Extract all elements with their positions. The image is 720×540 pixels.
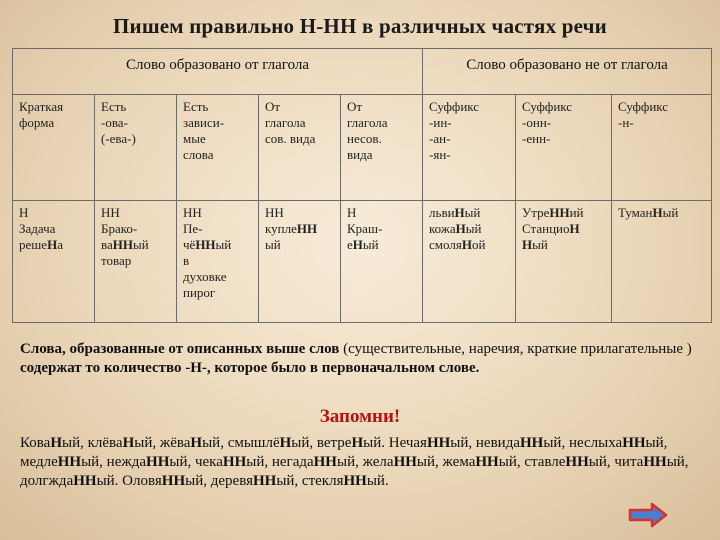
cell-line: зависи- bbox=[183, 115, 225, 130]
cell-line: слова bbox=[183, 147, 214, 162]
cell-line: -н- bbox=[618, 115, 634, 130]
exception-words: КоваНый, клёваНый, жёваНый, смышлёНый, ветреНый. НечаяННый, невидаННый, неслыхаННый, медлеННый, неждаННый, чекаННый, негадаННый, желаННый, жемаННый, ставлеННый, читаННый, долгждаННый. ОловяННый, деревяННый, стекляННый. bbox=[20, 435, 689, 489]
rule-note bbox=[20, 340, 700, 378]
cell-line: ваННый bbox=[101, 237, 149, 252]
table-cell bbox=[259, 95, 341, 201]
table-cell bbox=[423, 201, 516, 323]
header-not-verb: Слово образовано не от глагола bbox=[423, 49, 712, 95]
table-row-conditions bbox=[13, 95, 712, 201]
cell-line: -ян- bbox=[429, 147, 451, 162]
cell-line: еНый bbox=[347, 237, 379, 252]
table-cell bbox=[259, 201, 341, 323]
cell-line: в bbox=[183, 253, 190, 268]
cell-line: вида bbox=[347, 147, 373, 162]
cell-line: ый bbox=[265, 237, 281, 252]
cell-line: Суффикс bbox=[429, 99, 480, 114]
cell-line: Есть bbox=[183, 99, 209, 114]
cell-line: Н bbox=[347, 205, 357, 220]
cell-line: НН bbox=[183, 205, 202, 220]
cell-line: товар bbox=[101, 253, 132, 268]
cell-line: Краткая bbox=[19, 99, 64, 114]
cell-line: Н bbox=[19, 205, 29, 220]
cell-line: От bbox=[265, 99, 281, 114]
table-cell bbox=[516, 201, 612, 323]
cell-line: кожаНый bbox=[429, 221, 482, 236]
rule-note-intro: Слова, образованные от описанных выше слов bbox=[20, 341, 340, 357]
cell-line: смоляНой bbox=[429, 237, 486, 252]
table-cell bbox=[177, 95, 259, 201]
cell-line: Ный bbox=[522, 237, 548, 252]
table-cell bbox=[341, 95, 423, 201]
cell-line: -енн- bbox=[522, 131, 551, 146]
cell-line: ТуманНый bbox=[618, 205, 679, 220]
table-cell bbox=[341, 201, 423, 323]
cell-line: -ан- bbox=[429, 131, 451, 146]
cell-line: От bbox=[347, 99, 363, 114]
cell-line: -ова- bbox=[101, 115, 128, 130]
cell-line: решеНа bbox=[19, 237, 63, 252]
cell-line: глагола bbox=[347, 115, 388, 130]
cell-line: Задача bbox=[19, 221, 56, 236]
table-cell bbox=[516, 95, 612, 201]
cell-line: форма bbox=[19, 115, 55, 130]
table-cell bbox=[13, 201, 95, 323]
rule-note-parenthesis: (существительные, наречия, краткие прилагательные ) bbox=[339, 341, 692, 357]
cell-line: Есть bbox=[101, 99, 127, 114]
table-cell bbox=[13, 95, 95, 201]
rules-table bbox=[12, 48, 712, 323]
page-title: Пишем правильно Н-НН в различных частях речи bbox=[113, 14, 607, 38]
cell-line: львиНый bbox=[429, 205, 481, 220]
arrow-right-icon[interactable] bbox=[628, 502, 668, 528]
table-cell bbox=[95, 201, 177, 323]
table-cell bbox=[177, 201, 259, 323]
cell-line: несов. bbox=[347, 131, 382, 146]
cell-line: чёННый bbox=[183, 237, 232, 252]
cell-line: -онн- bbox=[522, 115, 552, 130]
table-cell bbox=[612, 201, 712, 323]
cell-line: НН bbox=[265, 205, 284, 220]
cell-line: -ин- bbox=[429, 115, 452, 130]
cell-line: Суффикс bbox=[618, 99, 669, 114]
cell-line: НН bbox=[101, 205, 120, 220]
cell-line: сов. вида bbox=[265, 131, 316, 146]
rule-note-conclusion: содержат то количество -Н-, которое было в первоначальном слове. bbox=[20, 360, 480, 376]
table-cell bbox=[612, 95, 712, 201]
header-verb: Слово образовано от глагола bbox=[13, 49, 423, 95]
table-row-examples bbox=[13, 201, 712, 323]
table-cell bbox=[95, 95, 177, 201]
table-cell bbox=[423, 95, 516, 201]
cell-line: глагола bbox=[265, 115, 306, 130]
cell-line: СтанциоН bbox=[522, 221, 580, 236]
cell-line: Брако- bbox=[101, 221, 138, 236]
cell-line: Пе- bbox=[183, 221, 203, 236]
cell-line: (-ева-) bbox=[101, 131, 136, 146]
cell-line: пирог bbox=[183, 285, 216, 300]
cell-line: Суффикс bbox=[522, 99, 573, 114]
cell-line: куплеНН bbox=[265, 221, 318, 236]
cell-line: Краш- bbox=[347, 221, 383, 236]
remember-heading: Запомни! bbox=[319, 406, 401, 427]
cell-line: мые bbox=[183, 131, 206, 146]
cell-line: УтреННий bbox=[522, 205, 584, 220]
cell-line: духовке bbox=[183, 269, 227, 284]
